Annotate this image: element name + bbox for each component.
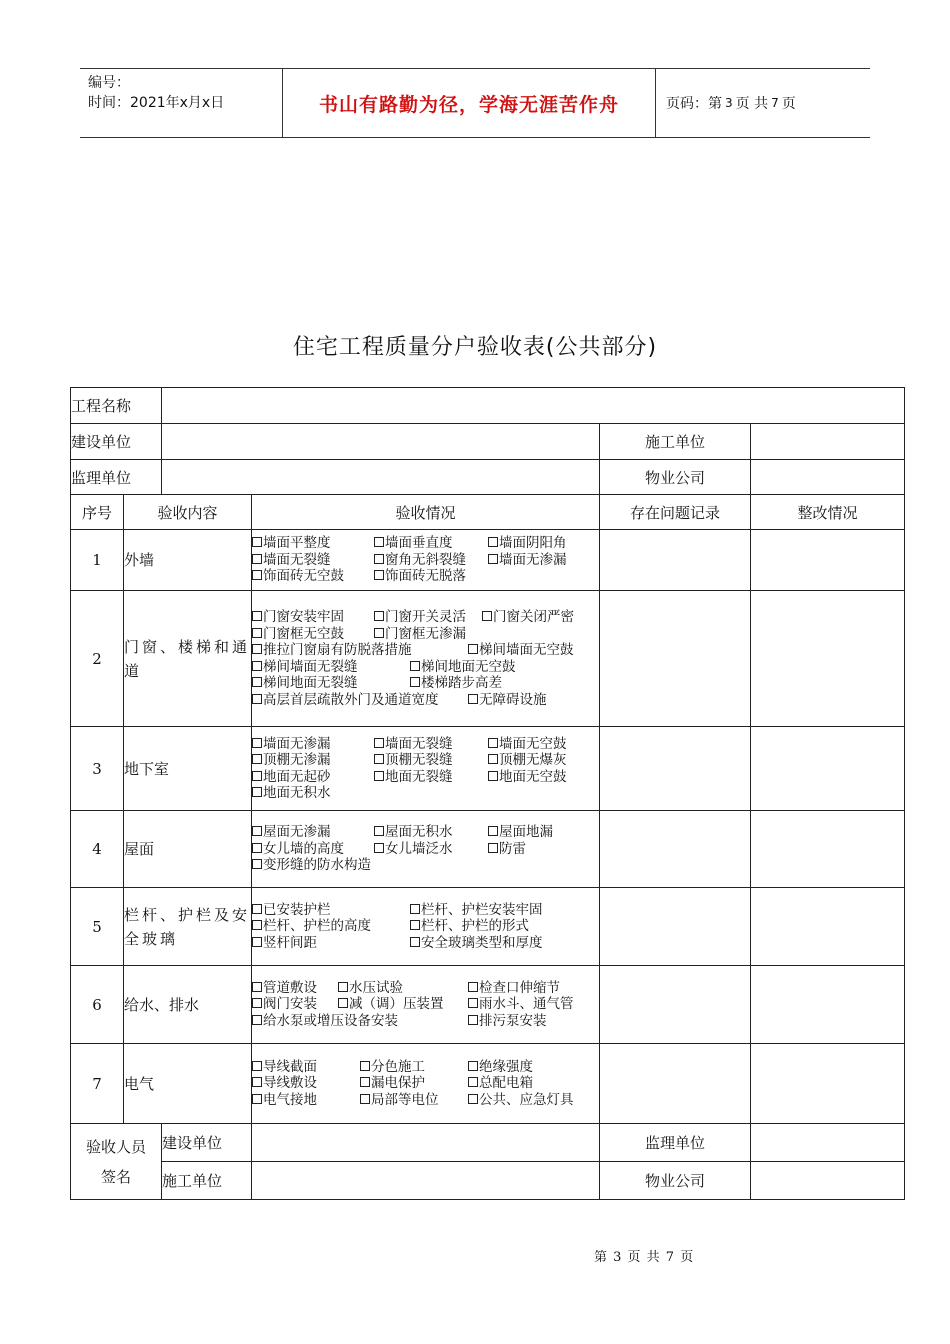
check-item[interactable]: [410, 675, 502, 692]
signature-label: 验收人员 签名: [71, 1124, 162, 1200]
inspection-row: [71, 1044, 905, 1124]
check-item-label: 推拉门窗扇有防脱落措施: [263, 642, 412, 658]
check-item-label: 分色施工: [371, 1058, 426, 1075]
checklist-line: [252, 785, 599, 802]
checkbox-icon[interactable]: [252, 611, 262, 621]
checkbox-icon[interactable]: [252, 859, 262, 869]
check-item[interactable]: [488, 841, 526, 858]
check-item-label: 门窗安装牢固: [263, 609, 345, 625]
check-item-label: 管道敷设: [263, 979, 318, 996]
check-item[interactable]: [252, 902, 331, 919]
check-item[interactable]: [252, 642, 412, 659]
checkbox-icon[interactable]: [410, 920, 420, 930]
check-item[interactable]: [410, 935, 543, 952]
header-meta: [80, 69, 282, 137]
check-item-label: 梯间地面无空鼓: [421, 658, 516, 675]
check-item-label: 顶棚无爆灰: [499, 752, 567, 768]
check-item-label: 无障碍设施: [479, 691, 547, 708]
page-suffix: 页: [781, 96, 796, 112]
checkbox-icon[interactable]: [488, 738, 498, 748]
check-item[interactable]: [374, 841, 453, 858]
checkbox-icon[interactable]: [252, 1094, 262, 1104]
check-item-label: 窗角无斜裂缝: [385, 551, 467, 568]
builder-label: 建设单位: [71, 424, 162, 460]
inspection-row: [71, 591, 905, 727]
check-item[interactable]: [410, 918, 529, 935]
col-seq-header: 序号: [71, 495, 124, 530]
check-item-label: 高层首层疏散外门及通道宽度: [263, 691, 439, 708]
check-item[interactable]: [252, 785, 331, 802]
checkbox-icon[interactable]: [488, 826, 498, 836]
supervisor-field[interactable]: [162, 460, 600, 495]
checklist-line: [252, 642, 599, 659]
checklist-line: [252, 626, 599, 643]
check-item[interactable]: [468, 1013, 547, 1030]
page-mid: 页 共: [735, 96, 769, 112]
check-item[interactable]: [360, 1059, 425, 1076]
row-rectification-field[interactable]: [751, 727, 905, 811]
inspection-row: [71, 811, 905, 888]
check-item[interactable]: [410, 902, 543, 919]
check-item-label: 栏杆、护栏安装牢固: [421, 901, 543, 918]
checkbox-icon[interactable]: [252, 771, 262, 781]
check-item[interactable]: [252, 1075, 317, 1092]
check-item[interactable]: [374, 552, 466, 569]
checklist-line: [252, 841, 599, 858]
checkbox-icon[interactable]: [360, 1094, 370, 1104]
row-rectification-field[interactable]: [751, 888, 905, 966]
property-field[interactable]: [751, 460, 905, 495]
checkbox-icon[interactable]: [374, 843, 384, 853]
row-checklist: [252, 1044, 600, 1124]
row-seq: 3: [71, 727, 124, 811]
check-item-label: 地面无起砂: [263, 768, 331, 785]
row-content: 门窗、楼梯和通道: [124, 591, 252, 727]
checkbox-icon[interactable]: [374, 738, 384, 748]
check-item[interactable]: [252, 996, 317, 1013]
row-checklist: [252, 966, 600, 1044]
check-item-label: 雨水斗、通气管: [479, 996, 574, 1013]
check-item[interactable]: [374, 609, 466, 626]
check-item-label: 墙面阴阳角: [499, 535, 567, 552]
row-seq: 2: [71, 591, 124, 727]
checklist-line: [252, 980, 599, 997]
check-item-label: 饰面砖无脱落: [385, 568, 467, 585]
check-item-label: 顶棚无渗漏: [263, 752, 331, 768]
checkbox-icon[interactable]: [252, 644, 262, 654]
row-seq: 1: [71, 530, 124, 591]
check-item-label: 导线敷设: [263, 1075, 318, 1092]
check-item-label: 屋面无渗漏: [263, 824, 331, 841]
checkbox-icon[interactable]: [374, 628, 384, 638]
checklist-line: [252, 692, 599, 709]
property-label: 物业公司: [600, 460, 751, 495]
check-item[interactable]: [410, 659, 516, 676]
col-content-header: 验收内容: [124, 495, 252, 530]
check-item-label: 已安装护栏: [263, 901, 331, 918]
check-item-label: 阀门安装: [263, 996, 318, 1013]
date-label: 时间：2021年x月x日: [88, 95, 225, 111]
check-item-label: 门窗开关灵活: [385, 609, 467, 625]
row-seq: 6: [71, 966, 124, 1044]
check-item[interactable]: [252, 568, 344, 585]
signature-row-1: [71, 1124, 905, 1162]
check-item-label: 屋面地漏: [499, 824, 554, 841]
check-item[interactable]: [252, 752, 331, 769]
check-item-label: 排污泵安装: [479, 1012, 547, 1029]
document-title: 住宅工程质量分户验收表(公共部分): [292, 335, 658, 360]
check-item-label: 栏杆、护栏的高度: [263, 918, 372, 935]
check-item[interactable]: [252, 535, 331, 552]
checkbox-icon[interactable]: [252, 661, 262, 671]
checkbox-icon[interactable]: [252, 694, 262, 704]
checklist-line: [252, 659, 599, 676]
checkbox-icon[interactable]: [374, 754, 384, 764]
checkbox-icon[interactable]: [410, 937, 420, 947]
row-content: 电气: [124, 1044, 252, 1124]
check-item-label: 女儿墙泛水: [385, 840, 453, 857]
checkbox-icon[interactable]: [252, 1077, 262, 1087]
row-checklist: [252, 591, 600, 727]
check-item[interactable]: [374, 736, 453, 753]
checkbox-icon[interactable]: [468, 982, 478, 992]
check-item[interactable]: [468, 642, 574, 659]
check-item[interactable]: [252, 1059, 317, 1076]
check-item[interactable]: [374, 568, 466, 585]
check-item[interactable]: [252, 609, 344, 626]
check-item-label: 防雷: [499, 840, 527, 857]
sig-property-field[interactable]: [751, 1162, 905, 1200]
checkbox-icon[interactable]: [482, 611, 492, 621]
check-item-label: 绝缘强度: [479, 1058, 534, 1075]
inspection-rows: [71, 530, 905, 1124]
check-item-label: 地面无积水: [263, 785, 331, 801]
checkbox-icon[interactable]: [374, 554, 384, 564]
row-checklist: [252, 727, 600, 811]
checklist-line: [252, 675, 599, 692]
checkbox-icon[interactable]: [374, 537, 384, 547]
checkbox-icon[interactable]: [252, 904, 262, 914]
check-item[interactable]: [360, 1075, 425, 1092]
checklist-line: [252, 736, 599, 753]
checkbox-icon[interactable]: [252, 677, 262, 687]
col-rectification-header: 整改情况: [751, 495, 905, 530]
constructor-label: 施工单位: [600, 424, 751, 460]
row-content: 地下室: [124, 727, 252, 811]
supervisor-label: 监理单位: [71, 460, 162, 495]
checkbox-icon[interactable]: [252, 843, 262, 853]
check-item[interactable]: [252, 659, 358, 676]
checklist-line: [252, 857, 599, 874]
constructor-field[interactable]: [751, 424, 905, 460]
checkbox-icon[interactable]: [468, 694, 478, 704]
check-item[interactable]: [252, 1092, 317, 1109]
sig-constructor-field[interactable]: [252, 1162, 600, 1200]
check-item-label: 墙面平整度: [263, 535, 331, 552]
check-item[interactable]: [252, 552, 331, 569]
checkbox-icon[interactable]: [468, 1061, 478, 1071]
check-item[interactable]: [338, 980, 403, 997]
row-problems-field[interactable]: [600, 530, 751, 591]
page-total: 7: [771, 96, 779, 110]
checklist-line: [252, 935, 599, 952]
check-item-label: 门窗框无渗漏: [385, 625, 467, 642]
row-rectification-field[interactable]: [751, 591, 905, 727]
page-current: 3: [725, 96, 733, 110]
check-item-label: 总配电箱: [479, 1075, 534, 1092]
check-item-label: 水压试验: [349, 979, 404, 996]
row-problems-field[interactable]: [600, 727, 751, 811]
check-item[interactable]: [482, 609, 574, 626]
inspection-row: [71, 888, 905, 966]
builder-field[interactable]: [162, 424, 600, 460]
checkbox-icon[interactable]: [252, 738, 262, 748]
check-item[interactable]: [468, 980, 560, 997]
signature-row-2: [71, 1162, 905, 1200]
row-problems-field[interactable]: [600, 1044, 751, 1124]
check-item-label: 梯间地面无裂缝: [263, 675, 358, 691]
checkbox-icon[interactable]: [468, 1077, 478, 1087]
checkbox-icon[interactable]: [252, 920, 262, 930]
check-item-label: 地面无空鼓: [499, 768, 567, 785]
check-item[interactable]: [488, 736, 567, 753]
checklist-line: [252, 609, 599, 626]
check-item-label: 安全玻璃类型和厚度: [421, 934, 543, 951]
check-item[interactable]: [488, 769, 567, 786]
page-header: [80, 68, 870, 138]
check-item-label: 漏电保护: [371, 1075, 426, 1092]
project-name-label: 工程名称: [71, 388, 162, 424]
check-item-label: 屋面无积水: [385, 824, 453, 841]
check-item[interactable]: [252, 824, 331, 841]
checkbox-icon[interactable]: [252, 1061, 262, 1071]
checkbox-icon[interactable]: [338, 998, 348, 1008]
check-item-label: 电气接地: [263, 1091, 318, 1108]
inspection-row: [71, 530, 905, 591]
checkbox-icon[interactable]: [374, 611, 384, 621]
col-problems-header: 存在问题记录: [600, 495, 751, 530]
row-seq: 5: [71, 888, 124, 966]
checklist-line: [252, 918, 599, 935]
check-item[interactable]: [374, 535, 453, 552]
check-item-label: 墙面垂直度: [385, 535, 453, 552]
checkbox-icon[interactable]: [468, 1015, 478, 1025]
checkbox-icon[interactable]: [488, 771, 498, 781]
acceptance-form-table: [70, 387, 905, 1200]
row-content: 栏杆、护栏及安全玻璃: [124, 888, 252, 966]
row-seq: 4: [71, 811, 124, 888]
check-item[interactable]: [468, 692, 547, 709]
check-item-label: 门窗关闭严密: [493, 609, 575, 625]
check-item-label: 局部等电位: [371, 1091, 439, 1108]
row-problems-field[interactable]: [600, 811, 751, 888]
checkbox-icon[interactable]: [252, 937, 262, 947]
checkbox-icon[interactable]: [410, 904, 420, 914]
checkbox-icon[interactable]: [410, 661, 420, 671]
check-item[interactable]: [488, 752, 567, 769]
checklist-line: [252, 902, 599, 919]
row-content: 外墙: [124, 530, 252, 591]
checklist-line: [252, 1059, 599, 1076]
check-item[interactable]: [360, 1092, 439, 1109]
checkbox-icon[interactable]: [338, 982, 348, 992]
header-page-number: [656, 69, 870, 137]
check-item-label: 梯间墙面无空鼓: [479, 642, 574, 658]
check-item[interactable]: [374, 626, 466, 643]
checkbox-icon[interactable]: [488, 754, 498, 764]
checkbox-icon[interactable]: [374, 826, 384, 836]
row-problems-field[interactable]: [600, 966, 751, 1044]
sig-supervisor-field[interactable]: [751, 1124, 905, 1162]
row-rectification-field[interactable]: [751, 966, 905, 1044]
checklist-line: [252, 1092, 599, 1109]
row-content: 屋面: [124, 811, 252, 888]
check-item-label: 门窗框无空鼓: [263, 625, 345, 642]
checkbox-icon[interactable]: [468, 644, 478, 654]
checkbox-icon[interactable]: [468, 1094, 478, 1104]
checkbox-icon[interactable]: [488, 554, 498, 564]
row-rectification-field[interactable]: [751, 811, 905, 888]
check-item[interactable]: [374, 769, 453, 786]
check-item[interactable]: [252, 857, 371, 874]
check-item[interactable]: [488, 552, 567, 569]
check-item-label: 竖杆间距: [263, 934, 318, 951]
check-item-label: 梯间墙面无裂缝: [263, 658, 358, 675]
check-item[interactable]: [252, 1013, 398, 1030]
sig-builder-label: 建设单位: [162, 1124, 252, 1162]
checkbox-icon[interactable]: [252, 754, 262, 764]
checkbox-icon[interactable]: [252, 982, 262, 992]
check-item[interactable]: [468, 1059, 533, 1076]
checklist-line: [252, 535, 599, 552]
sig-constructor-label: 施工单位: [162, 1162, 252, 1200]
check-item[interactable]: [252, 841, 344, 858]
check-item-label: 楼梯踏步高差: [421, 675, 503, 691]
checkbox-icon[interactable]: [252, 628, 262, 638]
project-name-field[interactable]: [162, 388, 905, 424]
checklist-line: [252, 769, 599, 786]
check-item-label: 墙面无裂缝: [263, 551, 331, 568]
check-item[interactable]: [468, 1092, 574, 1109]
checkbox-icon[interactable]: [252, 998, 262, 1008]
header-motto: 书山有路勤为径，学海无涯苦作舟: [282, 69, 656, 137]
row-seq: 7: [71, 1044, 124, 1124]
number-label: 编号：: [88, 75, 130, 91]
row-rectification-field[interactable]: [751, 530, 905, 591]
row-problems-field[interactable]: [600, 591, 751, 727]
sig-builder-field[interactable]: [252, 1124, 600, 1162]
checklist-line: [252, 1013, 599, 1030]
check-item[interactable]: [488, 824, 553, 841]
checkbox-icon[interactable]: [468, 998, 478, 1008]
checklist-line: [252, 996, 599, 1013]
check-item[interactable]: [338, 996, 444, 1013]
check-item[interactable]: [252, 918, 371, 935]
checkbox-icon[interactable]: [252, 570, 262, 580]
checklist-line: [252, 568, 599, 585]
checkbox-icon[interactable]: [252, 787, 262, 797]
row-problems-field[interactable]: [600, 888, 751, 966]
checkbox-icon[interactable]: [252, 537, 262, 547]
page-footer: 第 3 页 共 7 页: [594, 1250, 695, 1265]
checkbox-icon[interactable]: [374, 771, 384, 781]
check-item[interactable]: [468, 996, 574, 1013]
checklist-line: [252, 1075, 599, 1092]
check-item-label: 墙面无裂缝: [385, 735, 453, 752]
check-item-label: 墙面无空鼓: [499, 735, 567, 752]
row-checklist: [252, 811, 600, 888]
check-item[interactable]: [252, 626, 344, 643]
check-item-label: 变形缝的防水构造: [263, 857, 372, 874]
checkbox-icon[interactable]: [488, 537, 498, 547]
checkbox-icon[interactable]: [252, 1015, 262, 1025]
checkbox-icon[interactable]: [252, 826, 262, 836]
checklist-line: [252, 752, 599, 769]
check-item-label: 检查口伸缩节: [479, 979, 561, 996]
check-item[interactable]: [374, 824, 453, 841]
check-item-label: 导线截面: [263, 1058, 318, 1075]
check-item-label: 地面无裂缝: [385, 768, 453, 785]
check-item[interactable]: [252, 980, 317, 997]
check-item-label: 饰面砖无空鼓: [263, 568, 345, 585]
checkbox-icon[interactable]: [360, 1061, 370, 1071]
row-content: 给水、排水: [124, 966, 252, 1044]
sig-supervisor-label: 监理单位: [600, 1124, 751, 1162]
check-item[interactable]: [252, 769, 331, 786]
supervisor-row: [71, 460, 905, 495]
check-item-label: 女儿墙的高度: [263, 840, 345, 857]
check-item[interactable]: [468, 1075, 533, 1092]
check-item-label: 墙面无渗漏: [263, 735, 331, 752]
checkbox-icon[interactable]: [252, 554, 262, 564]
checkbox-icon[interactable]: [410, 677, 420, 687]
check-item[interactable]: [252, 675, 358, 692]
checklist-line: [252, 552, 599, 569]
check-item-label: 公共、应急灯具: [479, 1091, 574, 1108]
row-rectification-field[interactable]: [751, 1044, 905, 1124]
checklist-line: [252, 824, 599, 841]
inspection-row: [71, 727, 905, 811]
builder-row: [71, 424, 905, 460]
page-prefix: 页码：第: [666, 96, 722, 112]
row-checklist: [252, 530, 600, 591]
check-item-label: 给水泵或增压设备安装: [263, 1012, 399, 1029]
check-item[interactable]: [252, 736, 331, 753]
inspection-row: [71, 966, 905, 1044]
sig-property-label: 物业公司: [600, 1162, 751, 1200]
check-item[interactable]: [374, 752, 453, 769]
checkbox-icon[interactable]: [488, 843, 498, 853]
row-checklist: [252, 888, 600, 966]
check-item[interactable]: [252, 935, 317, 952]
check-item-label: 减（调）压装置: [349, 996, 444, 1013]
col-status-header: 验收情况: [252, 495, 600, 530]
check-item-label: 墙面无渗漏: [499, 551, 567, 568]
check-item-label: 顶棚无裂缝: [385, 752, 453, 768]
checkbox-icon[interactable]: [374, 570, 384, 580]
project-name-row: [71, 388, 905, 424]
check-item-label: 栏杆、护栏的形式: [421, 918, 530, 935]
check-item[interactable]: [488, 535, 567, 552]
column-header-row: [71, 495, 905, 530]
check-item[interactable]: [252, 692, 439, 709]
checkbox-icon[interactable]: [360, 1077, 370, 1087]
